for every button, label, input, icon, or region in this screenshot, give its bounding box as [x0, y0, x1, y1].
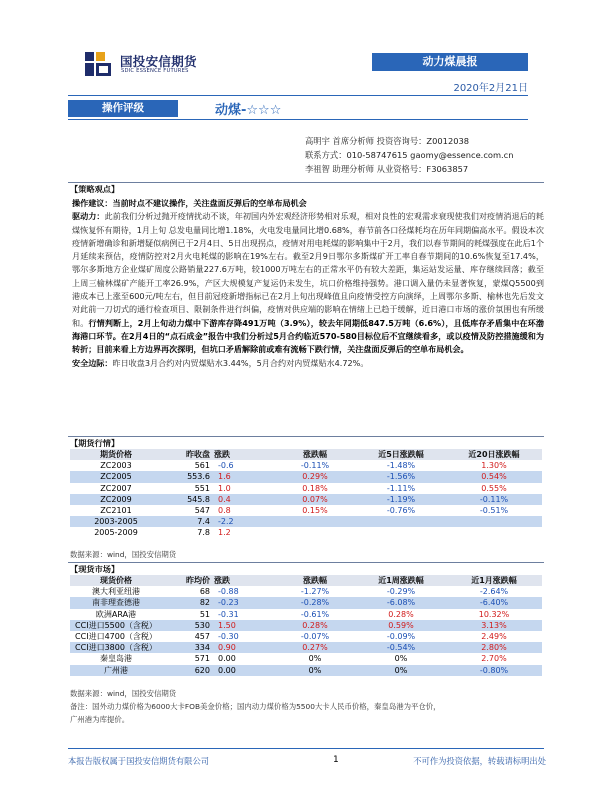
table-cell-d20	[446, 527, 542, 538]
footer-divider	[68, 748, 544, 749]
table-cell-w1: -0.29%	[386, 587, 416, 597]
table-row	[70, 620, 542, 631]
table-cell-name: ZC2101	[100, 506, 132, 516]
table-cell-w1: 0.59%	[356, 620, 446, 631]
logo-name-cn: 国投安信期货	[120, 54, 197, 69]
table-cell-name: 澳大利亚纽港	[92, 587, 140, 597]
table-cell-close: 457	[194, 632, 210, 642]
table-cell-chg: -2.2	[212, 516, 274, 527]
table-cell-name: 秦皇岛港	[100, 654, 132, 664]
strategy-body	[72, 197, 544, 370]
table-cell-name: ZC2009	[70, 494, 162, 505]
table-cell-d5	[356, 516, 446, 527]
report-date: 2020年2月21日	[453, 83, 528, 94]
table-cell-pct: -0.07%	[300, 632, 330, 642]
futures-table	[70, 449, 542, 539]
table-cell-close: 553.6	[162, 471, 212, 482]
table-cell-name: 2003-2005	[70, 516, 162, 527]
futures-section-title: 【期货行情】	[70, 438, 120, 448]
table-cell-name: CCI进口4700（含税）	[75, 632, 157, 642]
advice-label: 操作建议：	[72, 198, 113, 208]
table-cell-d20: -0.51%	[479, 506, 509, 516]
table-cell-name: ZC2007	[100, 483, 132, 493]
table-cell-close: 561	[194, 461, 210, 471]
table-row	[70, 665, 542, 676]
table-row	[70, 505, 542, 516]
table-cell-m1: 3.13%	[446, 620, 542, 631]
table-row	[70, 516, 542, 527]
table-cell-name: CCI进口3800（含税）	[70, 642, 162, 653]
table-cell-name: ZC2003	[100, 461, 132, 471]
table-cell-close: 530	[162, 620, 212, 631]
spot-col-pct: 涨跌幅	[274, 575, 356, 586]
table-row	[70, 460, 542, 471]
table-cell-name: 广州港	[70, 665, 162, 676]
spot-col-chg: 涨跌	[212, 575, 274, 586]
table-row	[70, 642, 542, 653]
table-row	[70, 483, 542, 494]
table-cell-pct	[274, 516, 356, 527]
advice-text: 当前时点不建议操作，关注盘面反弹后的空单布局机会	[112, 198, 307, 208]
spot-table	[70, 575, 542, 676]
table-row	[70, 471, 542, 482]
table-cell-close: 547	[194, 506, 210, 516]
table-cell-chg: 0.00	[218, 654, 236, 664]
futures-col-name: 期货价格	[70, 449, 162, 460]
table-cell-pct: -1.27%	[300, 587, 330, 597]
driver-text: 此前我们分析过抛开疫情扰动不谈，年初国内外宏观经济形势相对乐观，相对良性的宏观需求衰现使我们对疫情消退后的耗煤恢复怀有期待，1月上旬 总发电量同比增1.18%，火电发电量同比增0.68%，春节前各口径煤耗均在历年同期偏高水平。假设本次疫情新增确诊和新增疑似病例已于2月4日、5日出现拐点，疫情对用电耗煤的影响集中于2月，我们以春节期间的耗煤强度在此后1个月延续来预估，疫情防控对2月火电耗煤的影响在19%左右。截至2月9日鄂尔多斯煤矿开工率自春节期间的10.6%恢复至17.4%，鄂尔多斯地方企业煤矿周度公路销量227.6万吨，较1000万吨左右的正常水平仍有较大差距，集运站发运量、库存继续回落；截至上周三榆林煤矿产能开工率26.9%，产区大规模复产复运仍未发生，坑口价格维持强势。港口调入量仍未显著恢复，蒙煤Q5500到港成本已上涨至600元/吨左右，但目前冠疫新增指标已在2月上旬出现峰值且向疫情受控方向演绎，上周鄂尔多斯、榆林也先后发文对此前一刀切式的通行检查项目、限制条件进行纠偏，疫情对供应端的影响在情绪上已趋于缓解，近日港口市场的涨价氛围也有所缓和。	[72, 211, 544, 328]
futures-rule	[68, 436, 544, 437]
table-row	[70, 609, 542, 620]
driver-label: 驱动力：	[72, 211, 105, 222]
table-cell-name: ZC2005	[70, 471, 162, 482]
table-cell-chg: 1.2	[218, 528, 231, 538]
table-cell-d5: -1.48%	[386, 461, 416, 471]
spot-col-1w: 近1周涨跌幅	[356, 575, 446, 586]
table-cell-d20: 0.54%	[446, 471, 542, 482]
table-cell-chg: -0.30	[218, 632, 239, 642]
footer-disclaimer: 不可作为投资依据，转载请标明出处	[413, 756, 546, 766]
spot-note-1: 备注：国外动力煤价格为6000大卡FOB美金价格；国内动力煤价格为5500大卡人民币价格，秦皇岛港为平仓价，	[70, 702, 441, 711]
table-cell-chg: 1.6	[212, 471, 274, 482]
table-cell-m1: 2.80%	[446, 642, 542, 653]
spot-section-title: 【现货市场】	[70, 564, 120, 574]
futures-col-5d: 近5日涨跌幅	[356, 449, 446, 460]
table-cell-pct: 0.07%	[274, 494, 356, 505]
spot-col-close: 昨均价	[162, 575, 212, 586]
table-cell-close: 82	[162, 597, 212, 608]
table-cell-d5: -1.56%	[356, 471, 446, 482]
table-cell-w1: -0.09%	[386, 632, 416, 642]
table-cell-d5: -1.19%	[356, 494, 446, 505]
table-cell-d5	[356, 527, 446, 538]
table-row	[70, 597, 542, 608]
table-cell-chg: 1.50	[212, 620, 274, 631]
table-cell-m1: 2.70%	[481, 654, 507, 664]
table-cell-pct: -0.61%	[300, 609, 330, 619]
table-cell-name: 南非理查德港	[70, 597, 162, 608]
header-divider	[68, 95, 528, 96]
table-cell-name: 2005-2009	[94, 528, 138, 538]
page-number: 1	[333, 755, 339, 765]
company-logo-icon	[85, 52, 111, 76]
table-cell-chg: -0.23	[212, 597, 274, 608]
table-cell-close: 334	[162, 642, 212, 653]
table-cell-pct	[274, 527, 356, 538]
table-cell-m1: 10.32%	[478, 609, 510, 619]
table-cell-close: 51	[199, 609, 210, 619]
table-cell-close: 545.8	[162, 494, 212, 505]
logo-name-en: SDIC ESSENCE FUTURES	[121, 68, 189, 74]
table-row	[70, 527, 542, 538]
analyst-contact: 联系方式：010-58747615 gaomy@essence.com.cn	[305, 150, 514, 160]
table-cell-d20: -0.11%	[446, 494, 542, 505]
table-cell-chg: 0.4	[212, 494, 274, 505]
table-cell-pct: 0.28%	[274, 620, 356, 631]
report-type-banner: 动力煤晨报	[372, 53, 528, 71]
table-cell-w1: -6.08%	[356, 597, 446, 608]
table-cell-pct: 0.27%	[274, 642, 356, 653]
table-cell-name: 欧洲ARA港	[95, 609, 137, 619]
table-cell-w1: 0.28%	[388, 609, 414, 619]
spot-rule	[68, 562, 544, 563]
table-row	[70, 586, 542, 597]
futures-source: 数据来源：wind，国投安信期货	[70, 550, 177, 559]
table-cell-chg: 0.8	[218, 506, 231, 516]
table-cell-chg: 1.0	[218, 483, 231, 493]
table-cell-m1: -0.80%	[446, 665, 542, 676]
table-cell-d20: 0.55%	[481, 483, 507, 493]
table-row	[70, 653, 542, 664]
spot-col-name: 现货价格	[70, 575, 162, 586]
table-cell-m1: -6.40%	[446, 597, 542, 608]
table-cell-m1: -2.64%	[479, 587, 509, 597]
strategy-rule	[68, 182, 544, 183]
table-cell-close: 571	[194, 654, 210, 664]
futures-col-close: 昨收盘	[162, 449, 212, 460]
table-cell-pct: 0.29%	[274, 471, 356, 482]
table-cell-d20: 1.30%	[481, 461, 507, 471]
table-cell-w1: -0.54%	[356, 642, 446, 653]
spot-note-2: 广州港为库提价。	[70, 715, 130, 724]
rating-label: 操作评级	[68, 100, 178, 117]
futures-col-chg: 涨跌	[212, 449, 274, 460]
table-cell-d5: -1.11%	[386, 483, 416, 493]
table-cell-w1: 0%	[394, 654, 408, 664]
table-cell-close: 7.4	[162, 516, 212, 527]
analyst-assistant: 李祖智 助理分析师 从业资格号：F3063857	[305, 164, 469, 174]
header-divider-bottom	[68, 119, 528, 120]
market-judgement: 行情判断上，2月上旬动力煤中下游库存降491万吨（3.9%），较去年同期低847.5万吨（6.6%），且低库存矛盾集中在环渤海港口环节。在2月4日的“点石成金”报告中我们分析过5月合约临近570-580目标位后不宜继续看多，或以疫情及防控措施缓和为转折；目前来看上方边界再次探明，但坑口矛盾解除前或难有流畅下跌行情，关注盘面反弹后的空单布局机会。	[72, 317, 544, 355]
table-cell-d5: -0.76%	[386, 506, 416, 516]
table-cell-d20	[446, 516, 542, 527]
rating-value: 动煤-☆☆☆	[215, 103, 282, 118]
table-cell-pct: -0.28%	[274, 597, 356, 608]
table-cell-pct: 0.18%	[302, 483, 328, 493]
table-cell-chg: 0.90	[212, 642, 274, 653]
spot-col-1m: 近1月涨跌幅	[446, 575, 542, 586]
futures-col-pct: 涨跌幅	[274, 449, 356, 460]
table-cell-chg: -0.6	[218, 461, 234, 471]
table-cell-pct: 0%	[308, 654, 322, 664]
table-cell-chg: -0.88	[218, 587, 239, 597]
table-cell-close: 620	[162, 665, 212, 676]
safety-text: 昨日收盘3月合约对内贸煤贴水3.44%，5月合约对内贸煤贴水4.72%。	[112, 357, 369, 368]
table-cell-chg: -0.31	[218, 609, 239, 619]
futures-col-20d: 近20日涨跌幅	[446, 449, 542, 460]
table-cell-name: CCI进口5500（含税）	[70, 620, 162, 631]
spot-header-row	[70, 575, 542, 586]
safety-label: 安全边际：	[72, 357, 113, 368]
table-cell-close: 7.8	[197, 528, 210, 538]
strategy-section-title: 【策略观点】	[70, 184, 120, 194]
table-cell-w1: 0%	[356, 665, 446, 676]
footer-copyright: 本报告版权属于国投安信期货有限公司	[68, 756, 210, 766]
table-cell-close: 551	[194, 483, 210, 493]
table-cell-pct: -0.11%	[300, 461, 330, 471]
table-cell-pct: 0%	[274, 665, 356, 676]
spot-source: 数据来源：wind，国投安信期货	[70, 689, 177, 698]
table-cell-m1: 2.49%	[481, 632, 507, 642]
table-cell-close: 68	[199, 587, 210, 597]
table-row	[70, 494, 542, 505]
futures-header-row	[70, 449, 542, 460]
analyst-primary: 高明宇 首席分析师 投资咨询号：Z0012038	[305, 136, 470, 146]
table-cell-chg: 0.00	[212, 665, 274, 676]
table-row	[70, 631, 542, 642]
table-cell-pct: 0.15%	[302, 506, 328, 516]
